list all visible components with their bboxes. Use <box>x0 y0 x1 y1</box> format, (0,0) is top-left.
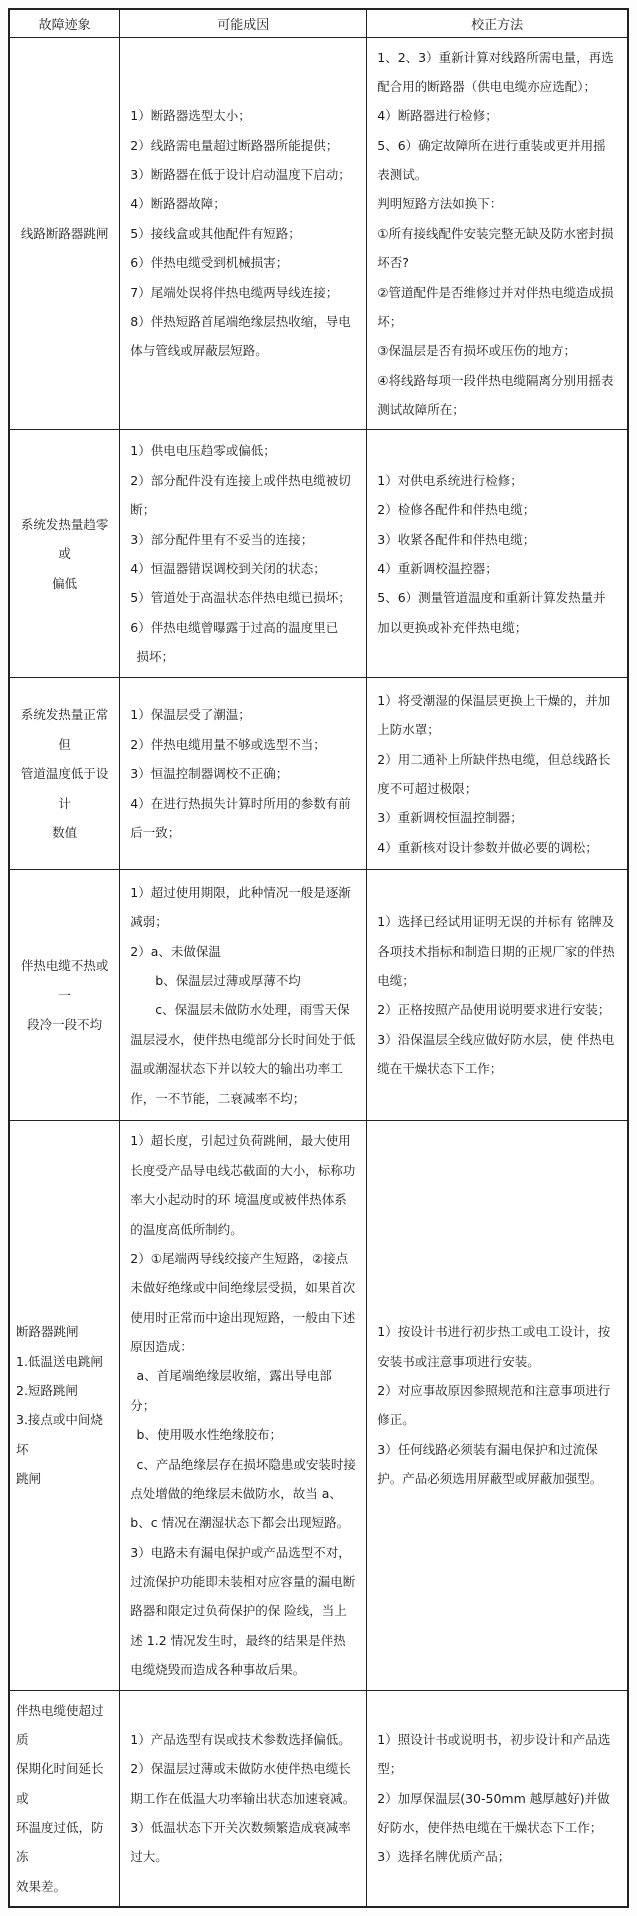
symptom-line: 数值 <box>52 824 78 840</box>
table-row <box>9 37 628 430</box>
table-row <box>9 678 628 870</box>
causes-line: 损坏； <box>136 649 175 664</box>
table-row <box>9 1690 628 1907</box>
symptom-line: 系统发热量趋零或 <box>20 516 109 562</box>
causes-line: a、首尾端绝缘层收缩，露出导电部分； <box>130 1368 332 1413</box>
causes-line: 2）a、未做保温 <box>130 943 221 959</box>
causes-line: c、保温层未做防水处理，雨雪天保温层浸水，使伴热电缆部分长时间处于低温或潮湿状态下并以较大的输出功率工作，一不节能，二衰减率不均； <box>130 1002 356 1106</box>
corrections-line: 1）对供电系统进行检修； <box>377 472 523 488</box>
causes-line: 2）伴热电缆用量不够或选型不当； <box>130 736 326 752</box>
symptom-cell <box>9 37 120 430</box>
symptom-line: 系统发热量正常但 <box>20 707 109 752</box>
corrections-cell <box>367 1690 628 1907</box>
causes-line: 1）保温层受了潮温； <box>130 707 251 723</box>
causes-line: 3）断路器在低于设计启动温度下启动； <box>130 167 351 182</box>
causes-line: 8）伴热短路首尾端绝缘层热收缩，导电体与管线或屏蔽层短路。 <box>130 313 351 359</box>
causes-cell <box>120 1690 367 1907</box>
table-row <box>9 430 628 678</box>
corrections-line: 2）对应事故原因参照规范和注意事项进行修正。 <box>377 1383 611 1428</box>
corrections-cell <box>367 1121 628 1690</box>
symptom-cell <box>9 1121 120 1690</box>
corrections-line: 1）选择已经试用证明无误的并标有 铭牌及各项技术指标和制造日期的正规厂家的伴热电缆； <box>377 914 615 988</box>
corrections-line: 1、2、3）重新计算对线路所需电量，再选配合用的断路器（供电电缆亦应选配）； <box>377 49 614 94</box>
header-correction: 校正方法 <box>367 9 628 37</box>
table-body <box>9 37 628 1907</box>
corrections-line: 4）重新核对设计参数并做必要的调松； <box>377 839 598 855</box>
symptom-cell <box>9 430 120 678</box>
symptom-line: 段冷一段不均 <box>27 1017 103 1033</box>
causes-line: 1）供电电压趋零或偏低； <box>130 443 276 459</box>
corrections-line: 2）检修各配件和伴热电缆； <box>377 502 536 518</box>
symptom-cell <box>9 1690 120 1907</box>
symptom-line: 1.低温送电跳闸 <box>16 1353 103 1369</box>
symptom-line: 3.接点或中间烧坏 <box>16 1412 103 1457</box>
causes-line: 3）部分配件里有不妥当的连接； <box>130 531 314 547</box>
causes-line: 4）断路器故障； <box>130 196 226 212</box>
corrections-cell <box>367 870 628 1121</box>
corrections-line: 5、6）确定故障所在进行重装或更并用摇表测试。 <box>377 137 606 182</box>
corrections-line: 5、6）测量管道温度和重新计算发热量并加以更换或补充伴热电缆； <box>377 590 606 635</box>
causes-cell <box>120 678 367 870</box>
corrections-cell <box>367 430 628 678</box>
corrections-line: 1）将受潮湿的保温层更换上干燥的，并加上防水罩； <box>377 692 611 738</box>
causes-line: 4）在进行热损失计算时所用的参数有前后一致； <box>130 795 351 840</box>
causes-line: c、产品绝缘层存在损坏隐患或安装时接点处增做的绝缘层未做防水，故当 a、b、c 情况在潮湿状态下都会出现短路。 <box>130 1456 356 1531</box>
symptom-line: 效果差。 <box>16 1878 67 1894</box>
corrections-cell <box>367 678 628 870</box>
causes-line: 1）断路器选型太小； <box>130 108 251 124</box>
causes-line: 3）电路未有漏电保护或产品选型不对，过流保护功能即未装相对应容量的漏电断路器和限定过负荷保护的保 险线，当上述 1.2 情况发生时，最终的结果是伴热电缆烧毁而造成各种事故后果。 <box>130 1544 356 1678</box>
causes-line: 2）保温层过薄或未做防水使伴热电缆长期工作在低温大功率输出状态加速衰减。 <box>130 1761 356 1806</box>
corrections-line: 2）正格按照产品使用说明要求进行安装； <box>377 1002 611 1018</box>
causes-cell <box>120 1121 367 1690</box>
symptom-cell <box>9 678 120 870</box>
corrections-line: 判明短路方法如换下： <box>377 196 503 212</box>
fault-troubleshooting-table <box>8 8 629 1908</box>
causes-cell <box>120 870 367 1121</box>
causes-line: 7）尾端处误将伴热电缆两导线连接； <box>130 284 339 300</box>
symptom-line: 保期化时间延长或 <box>16 1761 104 1806</box>
corrections-line: 1）按设计书进行初步热工或电工设计，按安装书或注意事项进行安装。 <box>377 1324 611 1369</box>
corrections-line: ③保温层是否有损坏或压伤的地方； <box>377 343 576 359</box>
corrections-line: 3）收紧各配件和伴热电缆； <box>377 531 536 547</box>
corrections-line: 3）沿保温层全线应做好防水层，使 伴热电缆在干燥状态下工作； <box>377 1031 615 1077</box>
corrections-cell <box>367 37 628 430</box>
corrections-line: 4）断路器进行检修； <box>377 108 498 124</box>
symptom-line: 伴热电缆使超过质 <box>16 1702 104 1747</box>
causes-line: 2）①尾端两导线绞接产生短路，②接点未做好绝缘或中间绝缘层受损，如果首次使用时正常而中途出现短路，一般由下述原因造成： <box>130 1250 356 1354</box>
causes-line: 1）产品选型有误或技术参数选择偏低。 <box>130 1731 351 1747</box>
causes-line: 5）接线盒或其他配件有短路； <box>130 225 301 241</box>
corrections-line: ④将线路每项一段伴热电缆隔离分别用摇表测试故障所在； <box>377 372 614 417</box>
table-row <box>9 1121 628 1690</box>
corrections-line: 3）重新调校恒温控制器； <box>377 810 523 826</box>
causes-line: 3）低温状态下开关次数频繁造成衰减率过大。 <box>130 1820 351 1865</box>
symptom-line: 伴热电缆不热或一 <box>20 958 109 1003</box>
table-row <box>9 870 628 1121</box>
symptom-line: 线路断路器跳闸 <box>20 225 109 241</box>
table-header-row <box>9 9 628 37</box>
symptom-line: 管道温度低于设计 <box>20 766 109 811</box>
header-cause: 可能成因 <box>120 9 367 37</box>
causes-line: 2）线路需电量超过断路器所能提供； <box>130 137 339 153</box>
causes-line: 5）管道处于高温状态伴热电缆已损坏；6）伴热电缆曾曝露于过高的温度里已 <box>130 590 351 635</box>
corrections-line: 1）照设计书或说明书，初步设计和产品选型； <box>377 1731 611 1777</box>
symptom-cell <box>9 870 120 1121</box>
causes-cell <box>120 37 367 430</box>
causes-cell <box>120 430 367 678</box>
causes-line: 3）恒温控制器调校不正确； <box>130 766 289 782</box>
causes-line: 1）超过使用期限，此种情况一般是逐渐减弱； <box>130 884 351 930</box>
causes-line: b、保温层过薄或厚薄不均 <box>155 973 301 988</box>
corrections-line: 3）任何线路必须装有漏电保护和过流保护。产品必须选用屏蔽型或屏蔽加强型。 <box>377 1441 603 1487</box>
symptom-line: 环温度过低，防冻 <box>16 1820 104 1865</box>
corrections-line: 4）重新调校温控器； <box>377 560 498 576</box>
causes-line: b、使用吸水性绝缘胶布； <box>136 1427 282 1443</box>
corrections-line: ①所有接线配件安装完整无缺及防水密封损坏否? <box>377 225 614 271</box>
corrections-line: ②管道配件是否维修过并对伴热电缆造成损坏； <box>377 284 614 329</box>
causes-line: 1）超长度，引起过负荷跳闸，最大使用长度受产品导电线芯截面的大小，标称功率大小起动时的环 境温度或被伴热体系的温度高低所制约。 <box>130 1133 356 1237</box>
symptom-line: 跳闸 <box>16 1471 42 1487</box>
symptom-line: 2.短路跳闸 <box>16 1383 78 1399</box>
causes-line: 6）伴热电缆受到机械损害； <box>130 255 289 271</box>
causes-line: 4）恒温器错误调校到关闭的状态； <box>130 560 326 576</box>
corrections-line: 2）加厚保温层(30-50mm 越厚越好)并做好防水，使伴热电缆在干燥状态下工作； <box>377 1790 610 1835</box>
corrections-line: 2）用二通补上所缺伴热电缆，但总线路长度不可超过极限； <box>377 751 611 796</box>
corrections-line: 3）选择名牌优质产品； <box>377 1849 511 1865</box>
symptom-line: 断路器跳闸 <box>16 1324 79 1340</box>
causes-line: 2）部分配件没有连接上或伴热电缆被切断； <box>130 472 351 518</box>
symptom-line: 偏低 <box>52 575 78 591</box>
header-symptom: 故障迹象 <box>9 9 120 37</box>
